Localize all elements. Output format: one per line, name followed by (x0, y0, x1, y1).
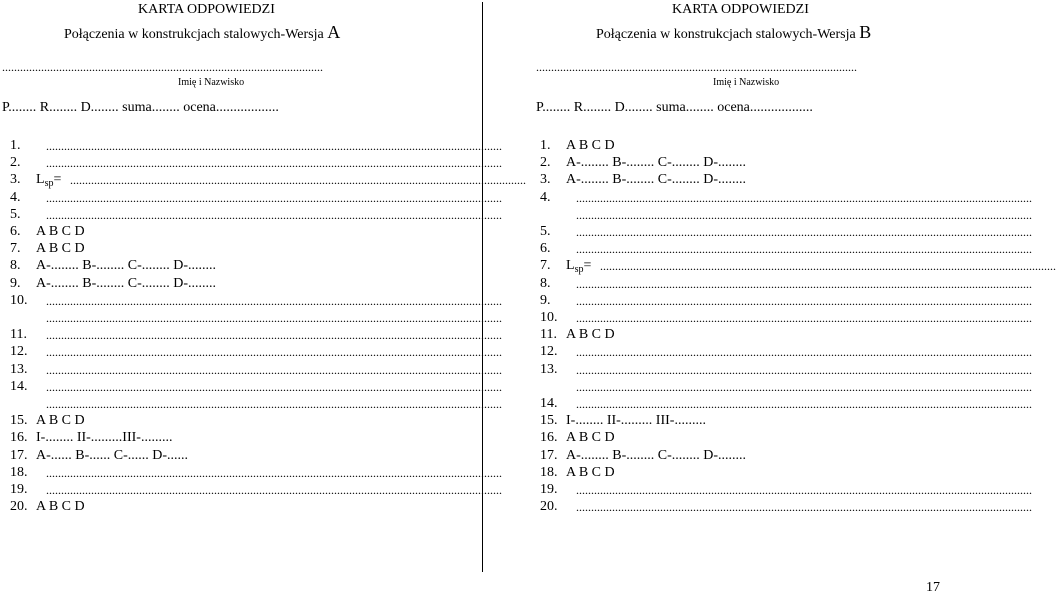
row-text: A-........ B-........ C-........ D-........ (36, 258, 217, 274)
row-text: A-........ B-........ C-........ D-........ (566, 172, 747, 188)
answer-row (540, 379, 1032, 395)
answer-row (540, 413, 958, 429)
answer-dots: ........................................................................................................................................................ (46, 293, 502, 308)
answer-row (540, 327, 958, 343)
card-subtitle (64, 22, 340, 43)
row-number: 19. (10, 482, 28, 497)
answer-card-version-b (520, 0, 1056, 530)
answer-dots: ........................................................................................................................................................ (46, 139, 502, 153)
answer-dots: ........................................................................................................................................................ (46, 483, 502, 497)
row-number: 15. (10, 413, 28, 429)
answer-row (10, 276, 422, 292)
answer-row (10, 448, 422, 464)
answer-row (10, 430, 422, 446)
row-text: $L_{sp}=$ (566, 258, 592, 276)
answer-row (540, 189, 1032, 206)
answer-dots: ........................................................................................................................................................ (46, 156, 502, 171)
version-letter: B (859, 22, 872, 42)
row-number: 11. (540, 327, 557, 343)
card-subtitle (596, 22, 871, 43)
answer-row (540, 172, 958, 188)
row-text: A B C D (566, 327, 615, 343)
answer-row (540, 207, 1032, 223)
answer-row (10, 189, 502, 206)
row-number: 16. (540, 430, 558, 446)
row-number: 13. (540, 361, 558, 377)
row-number: 4. (10, 189, 21, 205)
answer-row (10, 396, 502, 412)
answer-row (540, 465, 958, 481)
answer-row (540, 258, 1056, 276)
answer-row (10, 206, 502, 223)
answer-dots: ........................................................................................................................................................ (576, 190, 1032, 205)
row-text: A B C D (566, 430, 615, 446)
row-number: 18. (10, 464, 28, 480)
answer-dots: ........................................................................................................................................................ (46, 311, 502, 325)
answer-dots: ........................................................................................................................................................ (46, 465, 502, 480)
row-number: 1. (540, 138, 551, 153)
answer-card-version-a (0, 0, 526, 530)
row-text: $L_{sp}=$ (36, 172, 62, 190)
row-number: 8. (10, 258, 21, 274)
row-number: 1. (10, 138, 21, 153)
row-number: 14. (10, 378, 28, 394)
row-number: 5. (10, 206, 21, 222)
row-text: A-...... B-...... C-...... D-...... (36, 447, 189, 463)
row-number: 19. (540, 482, 558, 497)
answer-row (10, 292, 502, 309)
answer-row (10, 413, 422, 429)
answer-row (540, 430, 958, 446)
row-text: A B C D (36, 413, 85, 429)
answer-row (10, 258, 422, 274)
name-label: Imię i Nazwisko (178, 77, 245, 88)
row-number: 18. (540, 464, 558, 480)
answer-row (540, 396, 1032, 412)
score-line: P........ R........ D........ suma........ ocena.................. (536, 100, 813, 115)
answer-dots: ........................................................................................................................................................ (576, 397, 1032, 411)
row-number: 10. (10, 292, 28, 308)
answer-row (540, 155, 958, 171)
answer-row (10, 482, 502, 498)
row-number: 17. (10, 447, 28, 463)
row-number: 8. (540, 275, 551, 291)
answer-dots: ........................................................................................................................................................ (70, 173, 526, 188)
row-number: 17. (540, 447, 558, 463)
row-number: 14. (540, 396, 558, 411)
row-number: 9. (10, 275, 21, 291)
answer-dots: ........................................................................................................................................................ (576, 225, 1032, 239)
row-number: 10. (540, 310, 558, 325)
answer-dots: ........................................................................................................................................................ (576, 242, 1032, 257)
row-number: 4. (540, 189, 551, 205)
name-dots-line: ........................................................................................................... (2, 60, 323, 74)
answer-dots: ........................................................................................................................................................ (46, 190, 502, 205)
answer-row (10, 344, 502, 360)
answer-row (10, 241, 422, 257)
row-text: A B C D (36, 499, 85, 515)
subtitle-text: Połączenia w konstrukcjach stalowych-Wersja (64, 27, 324, 42)
answer-row (540, 292, 1032, 309)
row-number: 5. (540, 224, 551, 239)
answer-row (540, 138, 958, 154)
row-number: 7. (540, 258, 551, 274)
answer-dots: ........................................................................................................................................................ (576, 362, 1032, 377)
answer-row (10, 361, 502, 378)
answer-dots: ........................................................................................................................................................ (576, 345, 1032, 360)
answer-row (540, 499, 1032, 515)
answer-dots: ........................................................................................................................................................ (46, 345, 502, 360)
row-text: I-........ II-.........III-......... (36, 430, 173, 446)
subtitle-text: Połączenia w konstrukcjach stalowych-Wersja (596, 27, 856, 42)
row-number: 15. (540, 413, 558, 429)
answer-row (10, 310, 502, 326)
answer-dots: ........................................................................................................................................................ (46, 397, 502, 411)
answer-dots: ........................................................................................................................................................ (576, 483, 1032, 497)
row-number: 6. (10, 224, 21, 239)
answer-row (10, 464, 502, 481)
answer-row (10, 378, 502, 395)
answer-dots: ........................................................................................................................................................ (46, 328, 502, 343)
row-number: 3. (10, 172, 21, 188)
answer-row (10, 327, 502, 343)
row-number: 11. (10, 327, 27, 343)
answer-row (540, 310, 1032, 326)
row-number: 12. (540, 344, 558, 360)
answer-row (10, 138, 502, 154)
row-number: 12. (10, 344, 28, 360)
name-label: Imię i Nazwisko (713, 77, 780, 88)
card-title: KARTA ODPOWIEDZI (672, 2, 809, 17)
row-text: A-........ B-........ C-........ D-........ (566, 447, 747, 463)
row-number: 7. (10, 241, 21, 257)
answer-row (540, 361, 1032, 378)
page-number: 17 (926, 580, 940, 595)
answer-dots: ........................................................................................................................................................ (46, 207, 502, 222)
answer-row (540, 241, 1032, 257)
row-number: 2. (10, 155, 21, 171)
card-title: KARTA ODPOWIEDZI (138, 2, 275, 17)
row-number: 20. (540, 499, 558, 515)
subscript: sp (574, 264, 584, 276)
answer-row (10, 172, 526, 190)
row-number: 9. (540, 292, 551, 308)
row-text: A B C D (566, 464, 615, 480)
row-text: A-........ B-........ C-........ D-........ (566, 155, 747, 171)
answer-row (10, 499, 422, 515)
answer-row (540, 275, 1032, 292)
column-divider (482, 2, 483, 572)
answer-dots: ........................................................................................................................................................ (576, 207, 1032, 222)
answer-row (10, 155, 502, 171)
row-text: I-........ II-......... III-......... (566, 413, 706, 429)
row-text: A B C D (566, 138, 615, 153)
answer-dots: ........................................................................................................................................................ (576, 276, 1032, 291)
row-number: 3. (540, 172, 551, 188)
row-number: 13. (10, 361, 28, 377)
row-number: 2. (540, 155, 551, 171)
name-dots-line: ........................................................................................................... (536, 60, 857, 74)
answer-dots: ........................................................................................................................................................ (46, 379, 502, 394)
score-line: P........ R........ D........ suma........ ocena.................. (2, 100, 279, 115)
version-letter: A (327, 22, 341, 42)
row-text: A B C D (36, 224, 85, 239)
subscript: sp (44, 178, 54, 190)
answer-dots: ........................................................................................................................................................ (576, 500, 1032, 515)
row-text: A-........ B-........ C-........ D-........ (36, 275, 217, 291)
row-number: 16. (10, 430, 28, 446)
answer-row (540, 344, 1032, 360)
answer-dots: ........................................................................................................................................................ (600, 259, 1056, 274)
answer-dots: ........................................................................................................................................................ (576, 379, 1032, 394)
answer-row (10, 224, 422, 240)
answer-dots: ........................................................................................................................................................ (46, 362, 502, 377)
row-number: 6. (540, 241, 551, 257)
answer-row (540, 224, 1032, 240)
row-text: A B C D (36, 241, 85, 257)
answer-row (540, 448, 958, 464)
answer-row (540, 482, 1032, 498)
answer-dots: ........................................................................................................................................................ (576, 311, 1032, 325)
answer-dots: ........................................................................................................................................................ (576, 293, 1032, 308)
row-number: 20. (10, 499, 28, 515)
